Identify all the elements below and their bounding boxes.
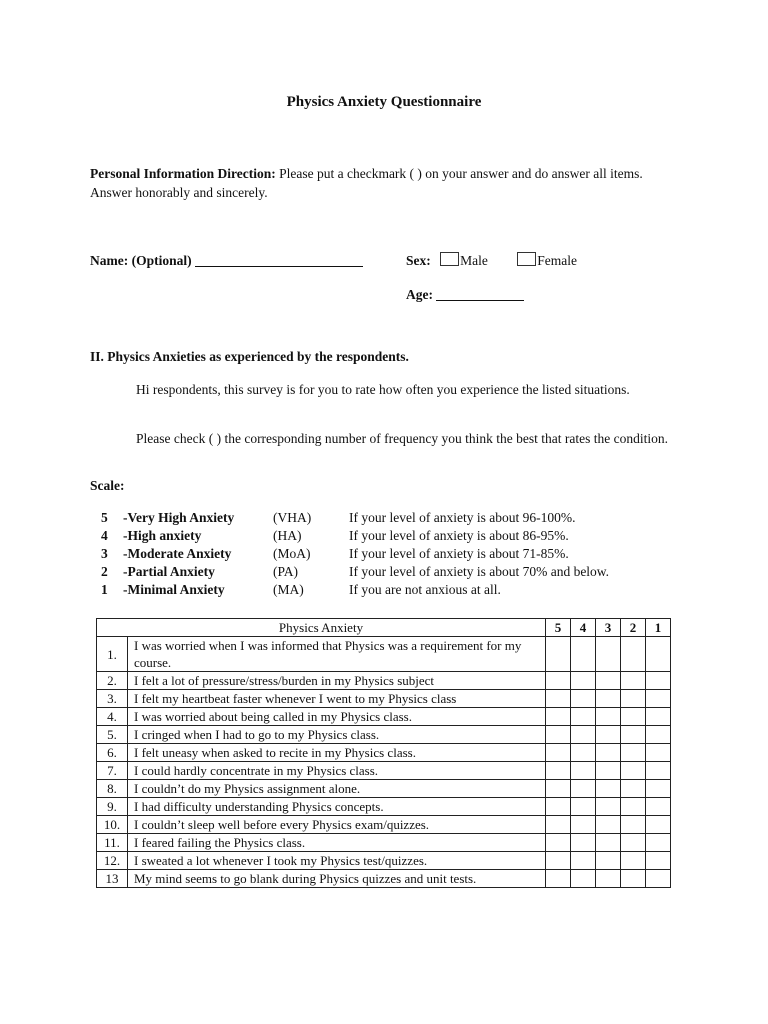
rating-cell-5[interactable] xyxy=(546,762,571,780)
rating-cell-2[interactable] xyxy=(621,834,646,852)
age-label: Age: xyxy=(406,287,433,302)
section-heading: II. Physics Anxieties as experienced by the respondents. xyxy=(90,349,409,364)
rating-cell-1[interactable] xyxy=(646,780,671,798)
scale-number: 5 xyxy=(101,510,108,525)
rating-cell-2[interactable] xyxy=(621,870,646,888)
rating-cell-5[interactable] xyxy=(546,798,571,816)
rating-cell-3[interactable] xyxy=(596,708,621,726)
rating-cell-4[interactable] xyxy=(571,834,596,852)
male-label: Male xyxy=(460,253,488,268)
row-number: 13 xyxy=(97,870,128,888)
direction-text: Please put a checkmark ( ) on your answer and do answer all items. Answer honorably and sincerely. xyxy=(90,166,643,200)
row-statement: I couldn’t sleep well before every Physics exam/quizzes. xyxy=(128,816,546,834)
rating-cell-4[interactable] xyxy=(571,780,596,798)
scale-abbr: (PA) xyxy=(273,564,299,579)
rating-cell-2[interactable] xyxy=(621,672,646,690)
row-number: 4. xyxy=(97,708,128,726)
scale-description: If you are not anxious at all. xyxy=(349,582,501,597)
rating-cell-1[interactable] xyxy=(646,870,671,888)
rating-header-1: 1 xyxy=(646,619,671,637)
rating-cell-5[interactable] xyxy=(546,672,571,690)
table-body xyxy=(97,637,671,888)
sex-field xyxy=(406,252,577,269)
direction-label: Personal Information Direction: xyxy=(90,166,276,181)
table-row xyxy=(97,762,671,780)
female-label: Female xyxy=(537,253,577,268)
rating-cell-5[interactable] xyxy=(546,726,571,744)
rating-cell-3[interactable] xyxy=(596,690,621,708)
scale-description: If your level of anxiety is about 96-100%. xyxy=(349,510,576,525)
rating-cell-1[interactable] xyxy=(646,816,671,834)
table-header-row xyxy=(97,619,671,637)
scale-number: 1 xyxy=(101,582,108,597)
name-blank-line[interactable] xyxy=(195,252,363,267)
scale-abbr: (VHA) xyxy=(273,510,312,525)
scale-name: -Partial Anxiety xyxy=(123,564,215,579)
scale-name: -High anxiety xyxy=(123,528,202,543)
rating-cell-4[interactable] xyxy=(571,744,596,762)
rating-cell-1[interactable] xyxy=(646,708,671,726)
table-row xyxy=(97,870,671,888)
scale-row xyxy=(0,564,768,582)
scale-number: 2 xyxy=(101,564,108,579)
table-row xyxy=(97,672,671,690)
rating-cell-3[interactable] xyxy=(596,852,621,870)
rating-cell-2[interactable] xyxy=(621,798,646,816)
scale-row xyxy=(0,528,768,546)
scale-description: If your level of anxiety is about 70% and below. xyxy=(349,564,610,579)
table-row xyxy=(97,708,671,726)
row-statement: I feared failing the Physics class. xyxy=(128,834,546,852)
scale-abbr: (HA) xyxy=(273,528,302,543)
table-row xyxy=(97,780,671,798)
row-number: 1. xyxy=(97,637,128,672)
row-statement: I felt a lot of pressure/stress/burden in my Physics subject xyxy=(128,672,546,690)
table-row xyxy=(97,798,671,816)
scale-number: 3 xyxy=(101,546,108,561)
scale-row xyxy=(0,582,768,600)
rating-cell-1[interactable] xyxy=(646,690,671,708)
row-statement: I couldn’t do my Physics assignment alone. xyxy=(128,780,546,798)
row-number: 5. xyxy=(97,726,128,744)
scale-description: If your level of anxiety is about 86-95%. xyxy=(349,528,569,543)
name-label: Name: (Optional) xyxy=(90,253,192,268)
rating-cell-5[interactable] xyxy=(546,744,571,762)
row-number: 6. xyxy=(97,744,128,762)
row-statement: My mind seems to go blank during Physics quizzes and unit tests. xyxy=(128,870,546,888)
row-statement: I cringed when I had to go to my Physics class. xyxy=(128,726,546,744)
scale-row xyxy=(0,510,768,528)
sex-label: Sex: xyxy=(406,253,431,268)
female-checkbox[interactable] xyxy=(517,252,536,266)
rating-cell-2[interactable] xyxy=(621,816,646,834)
scale-name: -Very High Anxiety xyxy=(123,510,235,525)
rating-cell-4[interactable] xyxy=(571,726,596,744)
scale-row xyxy=(0,546,768,564)
rating-cell-1[interactable] xyxy=(646,798,671,816)
rating-cell-2[interactable] xyxy=(621,762,646,780)
row-statement: I could hardly concentrate in my Physics class. xyxy=(128,762,546,780)
anxiety-table xyxy=(96,618,671,888)
rating-header-4: 4 xyxy=(571,619,596,637)
rating-cell-2[interactable] xyxy=(621,852,646,870)
rating-cell-3[interactable] xyxy=(596,637,621,672)
rating-cell-2[interactable] xyxy=(621,708,646,726)
row-number: 12. xyxy=(97,852,128,870)
rating-cell-4[interactable] xyxy=(571,870,596,888)
row-number: 10. xyxy=(97,816,128,834)
rating-cell-3[interactable] xyxy=(596,870,621,888)
rating-cell-3[interactable] xyxy=(596,744,621,762)
rating-cell-5[interactable] xyxy=(546,780,571,798)
table-row xyxy=(97,816,671,834)
rating-cell-4[interactable] xyxy=(571,816,596,834)
rating-cell-5[interactable] xyxy=(546,852,571,870)
table-row xyxy=(97,744,671,762)
row-statement: I sweated a lot whenever I took my Physics test/quizzes. xyxy=(128,852,546,870)
rating-cell-4[interactable] xyxy=(571,708,596,726)
row-statement: I felt uneasy when asked to recite in my Physics class. xyxy=(128,744,546,762)
rating-cell-1[interactable] xyxy=(646,852,671,870)
rating-cell-4[interactable] xyxy=(571,690,596,708)
rating-cell-3[interactable] xyxy=(596,798,621,816)
age-blank-line[interactable] xyxy=(436,286,524,301)
rating-cell-5[interactable] xyxy=(546,834,571,852)
rating-header-2: 2 xyxy=(621,619,646,637)
row-number: 2. xyxy=(97,672,128,690)
intro-paragraph-1: Hi respondents, this survey is for you to rate how often you experience the listed situations. xyxy=(136,382,630,397)
rating-cell-2[interactable] xyxy=(621,690,646,708)
scale-name: -Moderate Anxiety xyxy=(123,546,232,561)
direction-paragraph xyxy=(90,164,675,202)
rating-cell-1[interactable] xyxy=(646,762,671,780)
table-row xyxy=(97,834,671,852)
rating-cell-1[interactable] xyxy=(646,834,671,852)
table-header-title: Physics Anxiety xyxy=(97,619,546,637)
row-number: 8. xyxy=(97,780,128,798)
scale-number: 4 xyxy=(101,528,108,543)
row-statement: I was worried about being called in my Physics class. xyxy=(128,708,546,726)
rating-cell-3[interactable] xyxy=(596,762,621,780)
rating-cell-2[interactable] xyxy=(621,726,646,744)
row-statement: I felt my heartbeat faster whenever I went to my Physics class xyxy=(128,690,546,708)
rating-cell-3[interactable] xyxy=(596,726,621,744)
rating-cell-1[interactable] xyxy=(646,726,671,744)
rating-cell-2[interactable] xyxy=(621,744,646,762)
scale-description: If your level of anxiety is about 71-85%. xyxy=(349,546,569,561)
page-title: Physics Anxiety Questionnaire xyxy=(286,94,482,110)
rating-header-3: 3 xyxy=(596,619,621,637)
scale-abbr: (MA) xyxy=(273,582,304,597)
rating-cell-4[interactable] xyxy=(571,637,596,672)
age-field[interactable] xyxy=(406,286,524,303)
table-row xyxy=(97,852,671,870)
row-statement: I had difficulty understanding Physics concepts. xyxy=(128,798,546,816)
rating-cell-4[interactable] xyxy=(571,852,596,870)
rating-cell-3[interactable] xyxy=(596,834,621,852)
rating-cell-2[interactable] xyxy=(621,637,646,672)
name-field[interactable] xyxy=(90,252,363,269)
rating-cell-5[interactable] xyxy=(546,637,571,672)
rating-cell-5[interactable] xyxy=(546,870,571,888)
intro-paragraph-2: Please check ( ) the corresponding number of frequency you think the best that rates the condition. xyxy=(136,431,668,446)
rating-cell-5[interactable] xyxy=(546,690,571,708)
rating-cell-3[interactable] xyxy=(596,672,621,690)
table-row xyxy=(97,726,671,744)
rating-header-5: 5 xyxy=(546,619,571,637)
scale-name: -Minimal Anxiety xyxy=(123,582,225,597)
rating-cell-3[interactable] xyxy=(596,816,621,834)
row-number: 9. xyxy=(97,798,128,816)
table-row xyxy=(97,690,671,708)
rating-cell-4[interactable] xyxy=(571,762,596,780)
row-number: 7. xyxy=(97,762,128,780)
scale-label: Scale: xyxy=(90,478,125,493)
rating-cell-5[interactable] xyxy=(546,708,571,726)
male-checkbox[interactable] xyxy=(440,252,459,266)
scale-abbr: (MoA) xyxy=(273,546,311,561)
rating-cell-1[interactable] xyxy=(646,672,671,690)
rating-cell-4[interactable] xyxy=(571,672,596,690)
rating-cell-4[interactable] xyxy=(571,798,596,816)
rating-cell-2[interactable] xyxy=(621,780,646,798)
rating-cell-1[interactable] xyxy=(646,744,671,762)
row-statement: I was worried when I was informed that Physics was a requirement for my course. xyxy=(128,637,546,672)
rating-cell-5[interactable] xyxy=(546,816,571,834)
rating-cell-3[interactable] xyxy=(596,780,621,798)
row-number: 3. xyxy=(97,690,128,708)
rating-cell-1[interactable] xyxy=(646,637,671,672)
row-number: 11. xyxy=(97,834,128,852)
table-row xyxy=(97,637,671,672)
